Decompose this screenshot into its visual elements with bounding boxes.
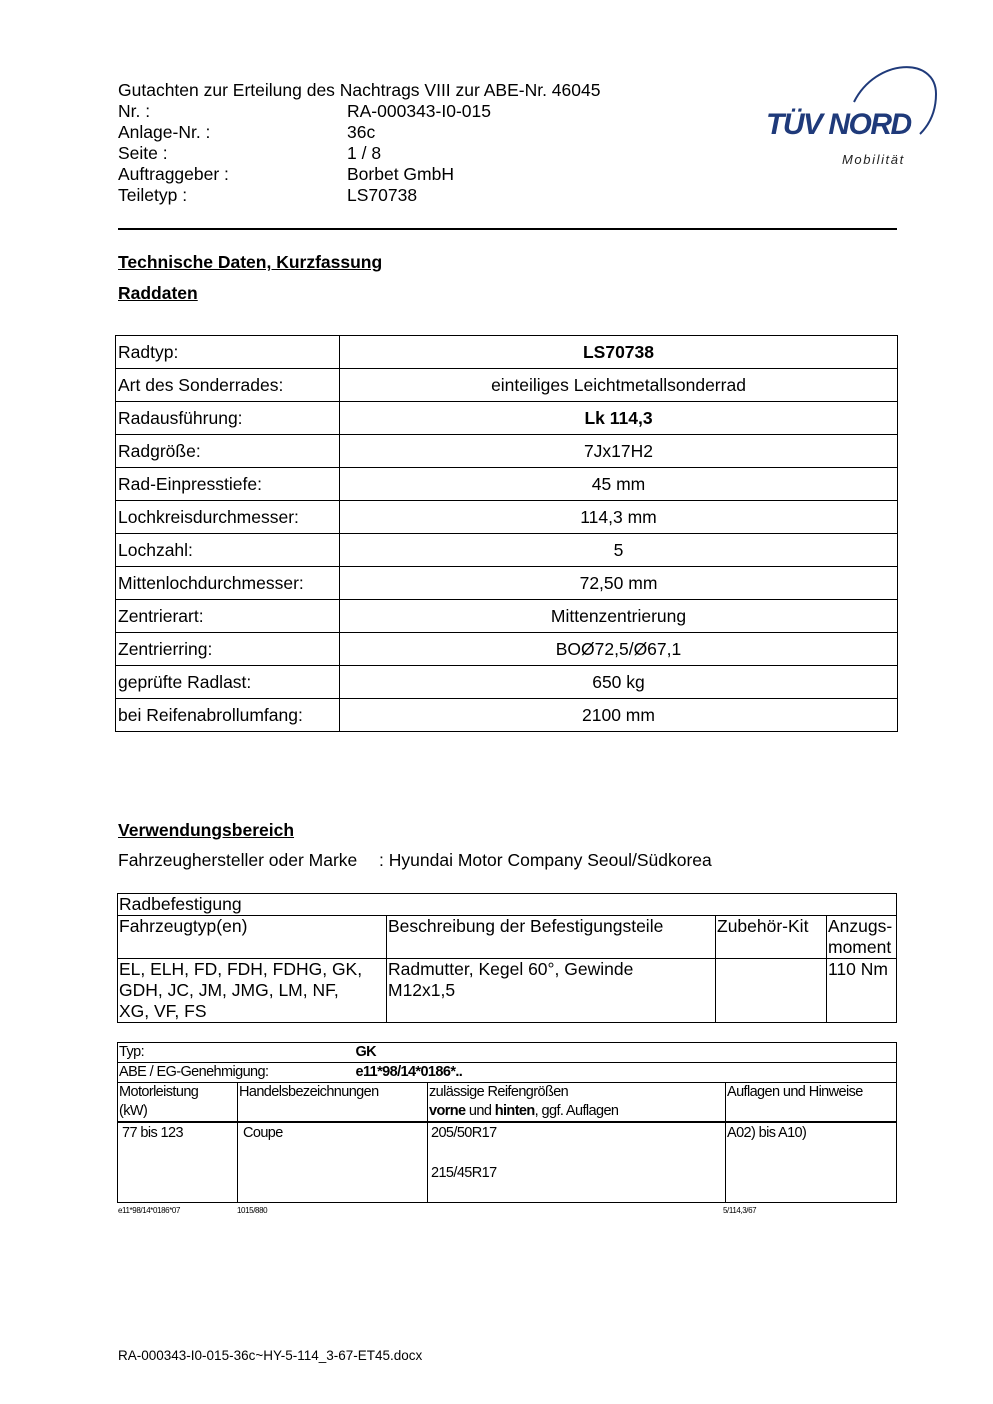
header-vorne: vorne [429, 1103, 466, 1119]
column-header [827, 916, 897, 959]
small-note-abe: e11*98/14*0186*07 [118, 1206, 181, 1215]
cell-reifen [428, 1122, 726, 1202]
table-row [118, 959, 897, 1023]
hersteller-line [118, 850, 712, 871]
row-value: 72,50 mm [340, 567, 898, 600]
table-row [116, 336, 898, 369]
row-value: 2100 mm [340, 699, 898, 732]
cell-fahrzeugtypen [118, 959, 387, 1023]
small-note-code: 1015/880 [237, 1206, 268, 1215]
header-hinten: hinten [494, 1103, 535, 1119]
row-value: 114,3 mm [340, 501, 898, 534]
header-line: Anzugs- [828, 916, 893, 936]
row-label: geprüfte Radlast: [116, 666, 340, 699]
header-field-nr [118, 101, 600, 122]
table-header-row [118, 1083, 897, 1123]
row-value: 45 mm [340, 468, 898, 501]
cell-auflagen: A02) bis A10) [726, 1122, 897, 1202]
hersteller-value: Hyundai Motor Company Seoul/Südkorea [388, 850, 712, 870]
typ-table [117, 1042, 897, 1203]
tuev-nord-logo [766, 58, 941, 173]
column-header-reifen [428, 1083, 726, 1123]
cell-line: GDH, JC, JM, JMG, LM, NF, [119, 980, 339, 1000]
header-line [429, 1102, 724, 1121]
header-field-seite [118, 143, 600, 164]
row-value: 650 kg [340, 666, 898, 699]
document-header [118, 80, 600, 206]
table-title: Radbefestigung [118, 894, 897, 916]
section-title-raddaten: Raddaten [118, 283, 198, 303]
header-label: Teiletyp : [118, 185, 188, 205]
row-label: Zentrierring: [116, 633, 340, 666]
header-label: Seite : [118, 143, 168, 163]
column-header: Zubehör-Kit [716, 916, 827, 959]
cell-line: EL, ELH, FD, FDH, FDHG, GK, [119, 959, 363, 979]
row-value: 5 [340, 534, 898, 567]
cell-beschreibung [387, 959, 716, 1023]
abe-value: e11*98/14*0186*.. [355, 1064, 463, 1080]
header-field-auftraggeber [118, 164, 600, 185]
row-value: Lk 114,3 [340, 402, 898, 435]
table-row [116, 435, 898, 468]
row-label: Radtyp: [116, 336, 340, 369]
raddaten-table [115, 335, 898, 732]
cell-line: XG, VF, FS [119, 1001, 207, 1021]
header-label: Auftraggeber : [118, 164, 229, 184]
row-label: Art des Sonderrades: [116, 369, 340, 402]
cell-line: 205/50R17 [431, 1125, 497, 1141]
header-value: Borbet GmbH [347, 164, 454, 184]
header-label: Nr. : [118, 101, 151, 121]
row-label: Radausführung: [116, 402, 340, 435]
cell-moment: 110 Nm [827, 959, 897, 1023]
row-value: 7Jx17H2 [340, 435, 898, 468]
abe-row [118, 1063, 897, 1083]
header-und: und [465, 1103, 495, 1119]
column-header-handel: Handelsbezeichnungen [238, 1083, 428, 1123]
table-row [116, 633, 898, 666]
header-value: 36c [347, 122, 376, 142]
hersteller-separator: : [379, 850, 384, 870]
header-value: LS70738 [347, 185, 418, 205]
header-line: moment [828, 937, 892, 957]
row-label: Lochkreisdurchmesser: [116, 501, 340, 534]
header-field-teiletyp [118, 185, 600, 206]
logo-name: TÜV NORD [766, 108, 911, 141]
cell-motor: 77 bis 123 [118, 1122, 238, 1202]
table-row [116, 699, 898, 732]
table-row [116, 402, 898, 435]
row-value: BOØ72,5/Ø67,1 [340, 633, 898, 666]
column-header: Beschreibung der Befestigungsteile [387, 916, 716, 959]
column-header: Fahrzeugtyp(en) [118, 916, 387, 959]
header-value: RA-000343-I0-015 [347, 101, 491, 121]
row-label: Rad-Einpresstiefe: [116, 468, 340, 501]
cell-line: M12x1,5 [388, 980, 456, 1000]
section-title-tech: Technische Daten, Kurzfassung [118, 252, 383, 272]
row-label: Mittenlochdurchmesser: [116, 567, 340, 600]
table-row [116, 534, 898, 567]
header-divider [118, 228, 897, 230]
cell-line: Radmutter, Kegel 60°, Gewinde [388, 959, 634, 979]
row-label: Lochzahl: [116, 534, 340, 567]
table-header-row [118, 916, 897, 959]
header-label: Anlage-Nr. : [118, 122, 211, 142]
table-row [118, 894, 897, 916]
header-value: 1 / 8 [347, 143, 382, 163]
table-row [116, 567, 898, 600]
table-row [118, 1043, 897, 1063]
row-value: einteiliges Leichtmetallsonderrad [340, 369, 898, 402]
cell-handel: Coupe [238, 1122, 428, 1202]
table-row [118, 1122, 897, 1202]
header-field-anlage [118, 122, 600, 143]
header-line: (kW) [119, 1103, 148, 1119]
abe-label: ABE / EG-Genehmigung: [119, 1064, 269, 1080]
cell-kit [716, 959, 827, 1023]
table-row [118, 1063, 897, 1083]
row-label: Zentrierart: [116, 600, 340, 633]
typ-label: Typ: [119, 1044, 144, 1060]
hersteller-label: Fahrzeughersteller oder Marke [118, 850, 358, 870]
header-line: zulässige Reifengrößen [429, 1084, 569, 1100]
section-title-verwendung: Verwendungsbereich [118, 820, 295, 840]
table-row [116, 600, 898, 633]
header-line: Motorleistung [119, 1084, 199, 1100]
logo-subtitle: Mobilität [842, 152, 905, 167]
footer-filename: RA-000343-I0-015-36c~HY-5-114_3-67-ET45.docx [118, 1348, 423, 1363]
typ-row [118, 1043, 897, 1063]
table-row [116, 468, 898, 501]
table-row [116, 369, 898, 402]
small-note-pcd: 5/114,3/67 [723, 1206, 757, 1215]
radbefestigung-table [117, 893, 897, 1023]
row-value: LS70738 [340, 336, 898, 369]
table-row [116, 666, 898, 699]
cell-line: 215/45R17 [431, 1165, 497, 1181]
table-row [116, 501, 898, 534]
header-rest: , ggf. Auflagen [534, 1103, 619, 1119]
column-header-auflagen: Auflagen und Hinweise [726, 1083, 897, 1123]
header-title: Gutachten zur Erteilung des Nachtrags VIII zur ABE-Nr. 46045 [118, 80, 601, 100]
column-header-motor [118, 1083, 238, 1123]
row-label: Radgröße: [116, 435, 340, 468]
typ-value: GK [355, 1044, 377, 1060]
row-value: Mittenzentrierung [340, 600, 898, 633]
row-label: bei Reifenabrollumfang: [116, 699, 340, 732]
